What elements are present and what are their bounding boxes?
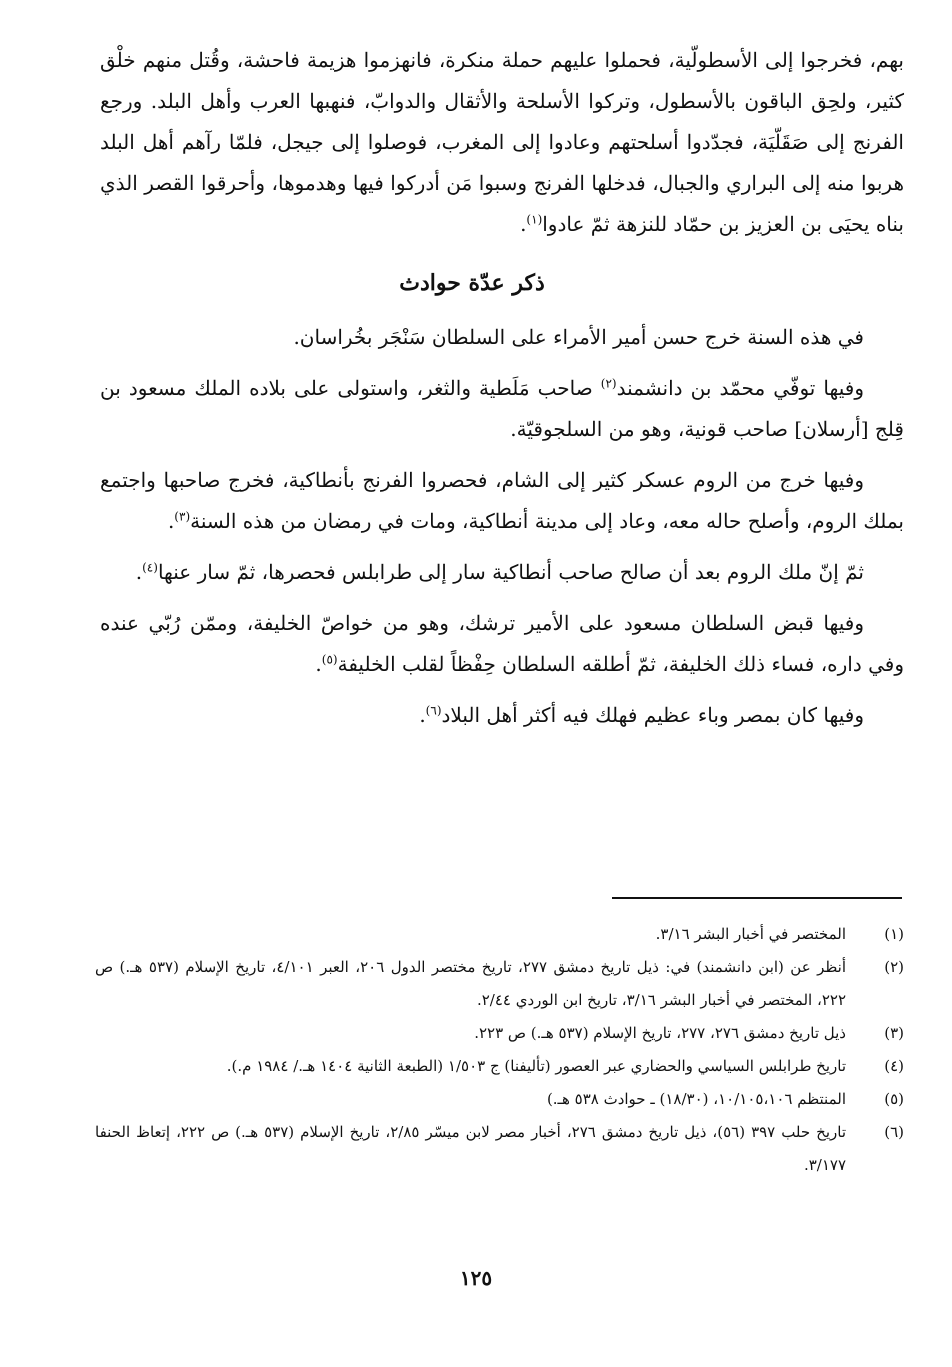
footnote-ref-5: (٥) bbox=[321, 652, 338, 667]
footnote-text: المختصر في أخبار البشر ٣/١٦. bbox=[655, 925, 846, 943]
paragraph-3-text-a: وفيها توفّي محمّد بن دانشمند bbox=[616, 376, 864, 400]
footnote-text: المنتظم ١٠/١٠٥،١٠٦، (١٨/٣٠) ـ حوادث ٥٣٨ هـ.) bbox=[546, 1090, 846, 1108]
footnote-number: (١) bbox=[884, 925, 904, 943]
footnote-number: (٤) bbox=[884, 1057, 904, 1075]
paragraph-4 bbox=[100, 460, 904, 542]
paragraph-6-end: . bbox=[315, 652, 322, 676]
paragraph-4-text: وفيها خرج من الروم عسكر كثير إلى الشام، فحصروا الفرنج بأنطاكية، فخرج صاحبها واجتمع بملك الروم، وأصلح حاله معه، وعاد إلى مدينة أنطاكية، ومات في رمضان من هذه السنة bbox=[100, 468, 904, 533]
paragraph-7-text: وفيها كان بمصر وباء عظيم فهلك فيه أكثر أهل البلاد bbox=[441, 703, 864, 727]
footnote-item bbox=[95, 918, 904, 951]
footnote-separator bbox=[612, 897, 902, 899]
footnote-ref-6: (٦) bbox=[425, 703, 442, 718]
main-text bbox=[100, 40, 904, 736]
paragraph-3-text-b: صاحب مَلَطية والثغر، واستولى على بلاده الملك مسعود بن قِلج [أرسلان] صاحب قونية، وهو من السلجوقيّة. bbox=[100, 376, 904, 441]
paragraph-gap bbox=[100, 593, 904, 603]
footnote-number: (٣) bbox=[884, 1024, 904, 1042]
footnote-number: (٢) bbox=[884, 958, 904, 976]
paragraph-3 bbox=[100, 368, 904, 450]
footnote-text: تاريخ حلب ٣٩٧ (٥٦)، ذيل تاريخ دمشق ٢٧٦، أخبار مصر لابن ميسّر ٢/٨٥، تاريخ الإسلام (٥٣٧ هـ.) ص ٢٢٢، إتعاظ الحنفا ٣/١٧٧. bbox=[95, 1123, 846, 1174]
paragraph-1 bbox=[100, 40, 904, 245]
paragraph-gap bbox=[100, 542, 904, 552]
footnote-item bbox=[95, 1017, 904, 1050]
footnote-ref-4: (٤) bbox=[142, 560, 158, 575]
footnote-ref-3: (٣) bbox=[174, 509, 191, 524]
paragraph-1-end: . bbox=[520, 212, 527, 236]
paragraph-4-end: . bbox=[167, 509, 175, 533]
paragraph-gap bbox=[100, 450, 904, 460]
footnote-text: أنظر عن (ابن دانشمند) في: ذيل تاريخ دمشق ٢٧٧، تاريخ مختصر الدول ٢٠٦، العبر ٤/١٠١، تاريخ الإسلام (٥٣٧ هـ.) ص ٢٢٢، المختصر في أخبار البشر ٣/١٦، تاريخ ابن الوردي ٢/٤٤. bbox=[95, 958, 846, 1009]
footnote-text: تاريخ طرابلس السياسي والحضاري عبر العصور (تأليفنا) ج ١/٥٠٣ (الطبعة الثانية ١٤٠٤ هـ./ ١٩٨٤ م.). bbox=[226, 1057, 846, 1075]
paragraph-6 bbox=[100, 603, 904, 685]
footnote-item bbox=[95, 951, 904, 1017]
footnote-ref-1: (١) bbox=[526, 212, 543, 227]
footnote-ref-2: (٢) bbox=[600, 376, 617, 391]
paragraph-6-text: وفيها قبض السلطان مسعود على الأمير ترشك، وهو من خواصّ الخليفة، وممّن رُبّي عنده وفي داره، فساء ذلك الخليفة، ثمّ أطلقه السلطان حِفْظاً لقلب الخليفة bbox=[100, 611, 904, 676]
paragraph-5 bbox=[100, 552, 904, 593]
paragraph-7-end: . bbox=[419, 703, 426, 727]
footnote-item bbox=[95, 1083, 904, 1116]
footnote-text: ذيل تاريخ دمشق ٢٧٦، ٢٧٧، تاريخ الإسلام (٥٣٧ هـ.) ص ٢٢٣. bbox=[474, 1024, 846, 1042]
paragraph-1-text: بهم، فخرجوا إلى الأسطولّية، فحملوا عليهم حملة منكرة، فانهزموا هزيمة فاحشة، وقُتل منهم خلْق كثير، ولحِق الباقون بالأسطول، وتركوا الأسلحة والأثقال والدوابّ، فنهبها العرب وأهل البلد. ورجع الفرنج إلى صَقَلّيَة، فجدّدوا أسلحتهم وعادوا إلى المغرب، فوصلوا إلى جيجل، فلمّا رآهم أهل البلد هربوا منه إلى البراري والجبال، فدخلها الفرنج وسبوا مَن أدركوا فيها وهدموها، وأحرقوا القصر الذي بناه يحيَى بن العزيز بن حمّاد للنزهة ثمّ عادوا bbox=[100, 48, 904, 236]
footnote-item bbox=[95, 1050, 904, 1083]
footnote-number: (٥) bbox=[884, 1090, 904, 1108]
section-heading: ذكر عدّة حوادث bbox=[399, 270, 545, 296]
footnote-item bbox=[95, 1116, 904, 1182]
page-number: ١٢٥ bbox=[459, 1266, 493, 1290]
paragraph-gap bbox=[100, 358, 904, 368]
footnotes-list bbox=[95, 918, 904, 1182]
paragraph-7 bbox=[100, 695, 904, 736]
paragraph-gap bbox=[100, 685, 904, 695]
footnote-number: (٦) bbox=[884, 1123, 904, 1141]
paragraph-5-text: ثمّ إنّ ملك الروم بعد أن صالح صاحب أنطاكية سار إلى طرابلس فحصرها، ثمّ سار عنها bbox=[157, 560, 864, 584]
paragraph-5-end: . bbox=[135, 560, 143, 584]
paragraph-2: في هذه السنة خرج حسن أمير الأمراء على السلطان سَنْجَر بخُراسان. bbox=[293, 325, 864, 349]
